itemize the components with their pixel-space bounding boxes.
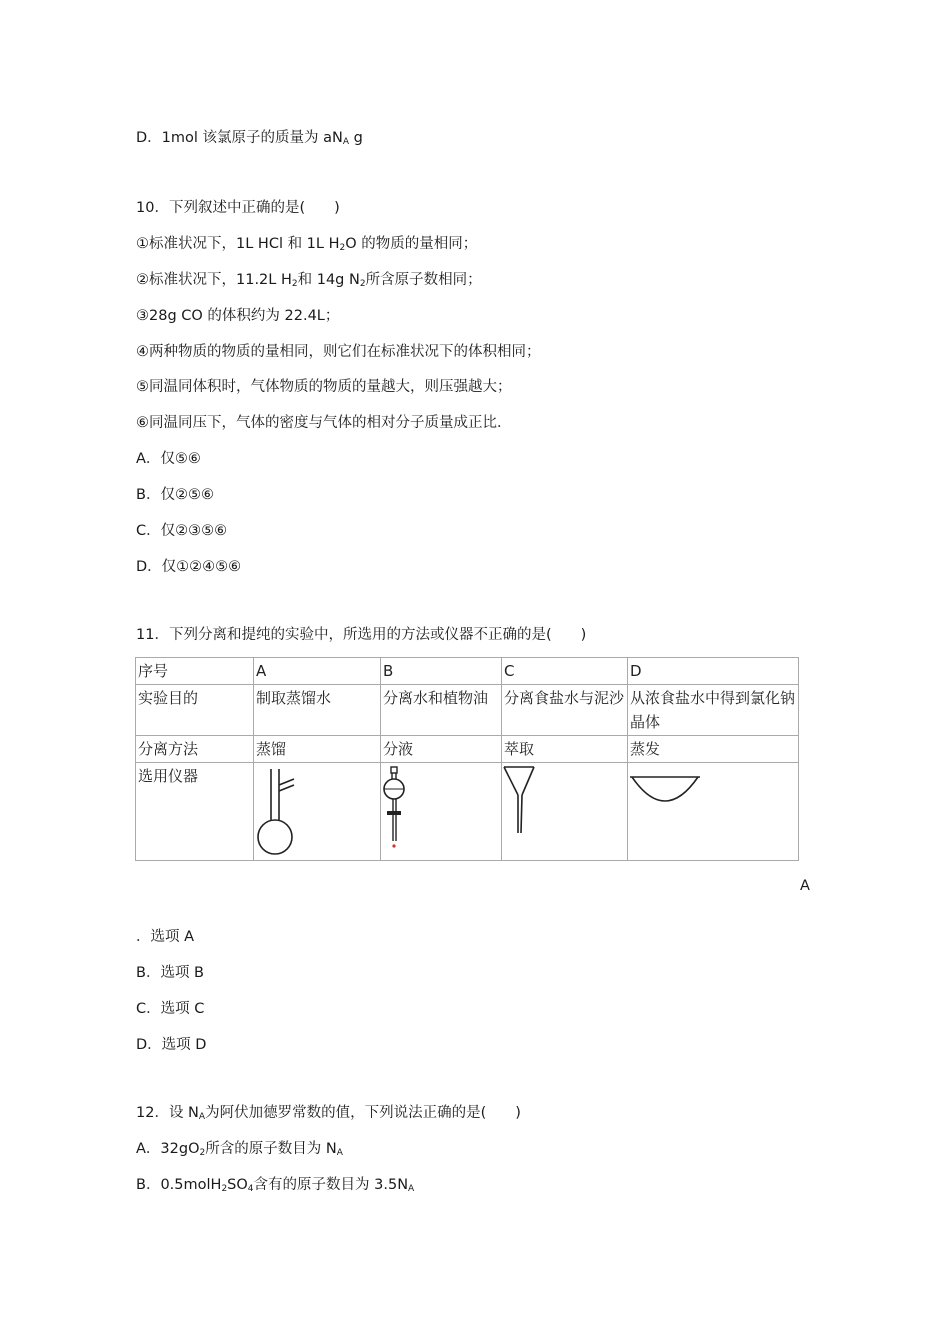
q10-statement-1: ①标准状况下，1L HCl 和 1L $H_2O$ 的物质的量相同； — [136, 236, 478, 253]
q9-option-d: D．1mol 该氯原子的质量为 $aN_A$ g — [136, 130, 363, 147]
table-cell: 分离食盐水与泥沙 — [502, 685, 628, 736]
table-cell: 蒸发 — [628, 736, 799, 763]
q10-option-b: B．仅②⑤⑥ — [136, 487, 214, 503]
table-cell — [628, 763, 799, 861]
separatory-funnel-icon — [381, 763, 499, 859]
table-cell: 从浓食盐水中得到氯化钠晶体 — [628, 685, 799, 736]
q11-option-c: C．选项 C — [136, 1001, 205, 1017]
q12-stem: 12．设 $N_A$为阿伏加德罗常数的值，下列说法正确的是( ) — [136, 1105, 521, 1122]
table-cell: 分液 — [381, 736, 502, 763]
q11-stem: 11．下列分离和提纯的实验中，所选用的方法或仪器不正确的是( ) — [136, 627, 587, 643]
q10-stem: 10．下列叙述中正确的是( ) — [136, 200, 340, 216]
table-cell: B — [381, 658, 502, 685]
stray-letter: A — [800, 878, 810, 894]
q11-option-d: D．选项 D — [136, 1037, 207, 1053]
table-row — [136, 685, 799, 736]
table-cell: A — [254, 658, 381, 685]
q10-option-d: D．仅①②④⑤⑥ — [136, 559, 242, 575]
q12-option-b: B．$0.5molH_2SO_4$含有的原子数目为 $3.5N_A$ — [136, 1177, 415, 1194]
table-cell: 分离水和植物油 — [381, 685, 502, 736]
table-cell — [254, 763, 381, 861]
table-cell — [381, 763, 502, 861]
table-row — [136, 763, 799, 861]
table-cell: 制取蒸馏水 — [254, 685, 381, 736]
q10-statement-4: ④两种物质的物质的量相同，则它们在标准状况下的体积相同； — [136, 344, 541, 360]
q11-option-b: B．选项 B — [136, 965, 205, 981]
table-cell — [502, 763, 628, 861]
table-cell: 分离方法 — [136, 736, 254, 763]
q12-option-a: A．$32gO_2$所含的原子数目为 $N_A$ — [136, 1141, 343, 1158]
q10-statement-3: ③28g CO 的体积约为 22.4L； — [136, 308, 340, 324]
q10-statement-5: ⑤同温同体积时，气体物质的物质的量越大，则压强越大； — [136, 379, 512, 395]
table-cell: 序号 — [136, 658, 254, 685]
evaporating-dish-icon — [628, 763, 796, 859]
q10-statement-6: ⑥同温同压下，气体的密度与气体的相对分子质量成正比． — [136, 415, 512, 431]
table-cell: 选用仪器 — [136, 763, 254, 861]
distillation-flask-icon — [254, 763, 374, 859]
table-row — [136, 736, 799, 763]
table-cell: D — [628, 658, 799, 685]
q10-statement-2: ②标准状况下，11.2L $H_2$和 14g $N_2$所含原子数相同； — [136, 272, 482, 289]
table-cell: 蒸馏 — [254, 736, 381, 763]
q10-option-a: A．仅⑤⑥ — [136, 451, 201, 467]
q10-option-c: C．仅②③⑤⑥ — [136, 523, 228, 539]
table-cell: C — [502, 658, 628, 685]
table-cell: 萃取 — [502, 736, 628, 763]
table-row — [136, 658, 799, 685]
separation-table — [135, 657, 799, 861]
table-cell: 实验目的 — [136, 685, 254, 736]
funnel-icon — [502, 763, 626, 859]
q11-option-a: ．选项 A — [136, 929, 195, 945]
